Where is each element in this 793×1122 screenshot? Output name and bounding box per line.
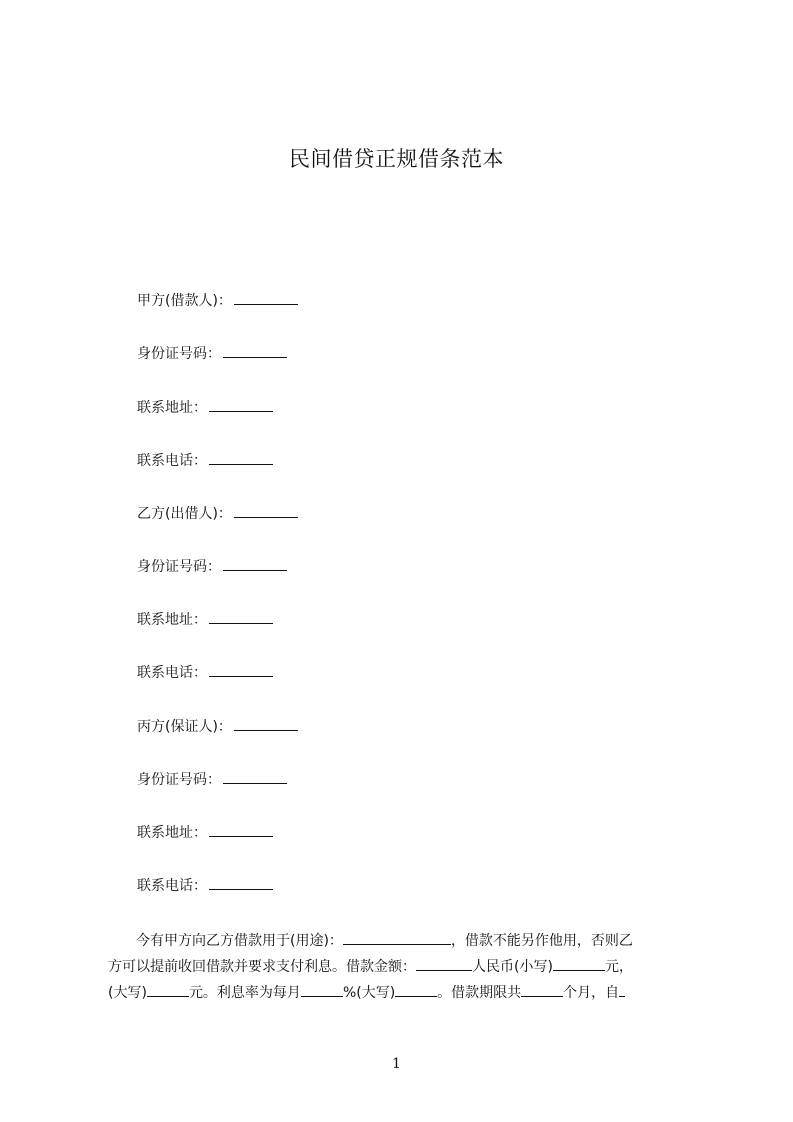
party-c-id-field <box>137 770 287 789</box>
paragraph-text: 人民币(小写) <box>472 959 553 975</box>
fill-blank[interactable] <box>209 663 273 677</box>
paragraph-text: %(大写) <box>342 985 396 1001</box>
fill-blank[interactable] <box>209 610 273 624</box>
loan-terms-paragraph <box>108 928 700 1006</box>
paragraph-text: (大写) <box>108 985 147 1001</box>
party-a-address-field <box>137 398 273 417</box>
page-number: 1 <box>392 1056 401 1072</box>
party-a-phone-field <box>137 451 273 470</box>
fill-blank[interactable] <box>223 557 287 571</box>
field-label: 联系地址： <box>137 825 207 841</box>
field-label: 甲方(借款人)： <box>137 293 232 309</box>
paragraph-text: ，借款不能另作他用，否则乙 <box>450 933 633 949</box>
fill-blank[interactable] <box>209 823 273 837</box>
fill-blank[interactable] <box>223 344 287 358</box>
paragraph-line <box>108 928 700 954</box>
rate-upper-blank[interactable] <box>395 983 437 997</box>
paragraph-text: 元， <box>604 959 633 975</box>
fill-blank[interactable] <box>209 876 273 890</box>
field-label: 乙方(出借人)： <box>137 506 232 522</box>
field-label: 联系电话： <box>137 878 207 894</box>
paragraph-line <box>108 954 700 980</box>
field-label: 联系地址： <box>137 400 207 416</box>
party-b-id-field <box>137 557 287 576</box>
fill-blank[interactable] <box>209 398 273 412</box>
paragraph-text: 元。利息率为每月 <box>188 985 301 1001</box>
party-b-name-field <box>137 504 298 523</box>
party-a-id-field <box>137 344 287 363</box>
start-date-blank[interactable] <box>619 983 625 997</box>
paragraph-text: 。借款期限共 <box>437 985 522 1001</box>
term-blank[interactable] <box>521 983 563 997</box>
amount-lower-blank[interactable] <box>553 957 605 971</box>
paragraph-text: 个月，自 <box>563 985 620 1001</box>
paragraph-text: 方可以提前收回借款并要求支付利息。借款金额： <box>108 959 416 975</box>
field-label: 身份证号码： <box>137 559 221 575</box>
field-label: 联系地址： <box>137 612 207 628</box>
party-a-name-field <box>137 291 298 310</box>
amount-blank[interactable] <box>416 957 472 971</box>
fill-blank[interactable] <box>223 770 287 784</box>
fill-blank[interactable] <box>234 717 298 731</box>
amount-upper-blank[interactable] <box>147 983 189 997</box>
field-label: 身份证号码： <box>137 772 221 788</box>
fill-blank[interactable] <box>234 291 298 305</box>
field-label: 丙方(保证人)： <box>137 719 232 735</box>
rate-blank[interactable] <box>301 983 343 997</box>
document-title: 民间借贷正规借条范本 <box>289 147 504 171</box>
party-c-address-field <box>137 823 273 842</box>
party-c-name-field <box>137 717 298 736</box>
field-label: 身份证号码： <box>137 346 221 362</box>
paragraph-text: 今有甲方向乙方借款用于(用途)： <box>136 933 343 949</box>
party-c-phone-field <box>137 876 273 895</box>
field-label: 联系电话： <box>137 665 207 681</box>
field-label: 联系电话： <box>137 453 207 469</box>
party-b-address-field <box>137 610 273 629</box>
purpose-blank[interactable] <box>343 931 451 945</box>
fill-blank[interactable] <box>234 504 298 518</box>
party-b-phone-field <box>137 663 273 682</box>
paragraph-line <box>108 980 700 1006</box>
fill-blank[interactable] <box>209 451 273 465</box>
